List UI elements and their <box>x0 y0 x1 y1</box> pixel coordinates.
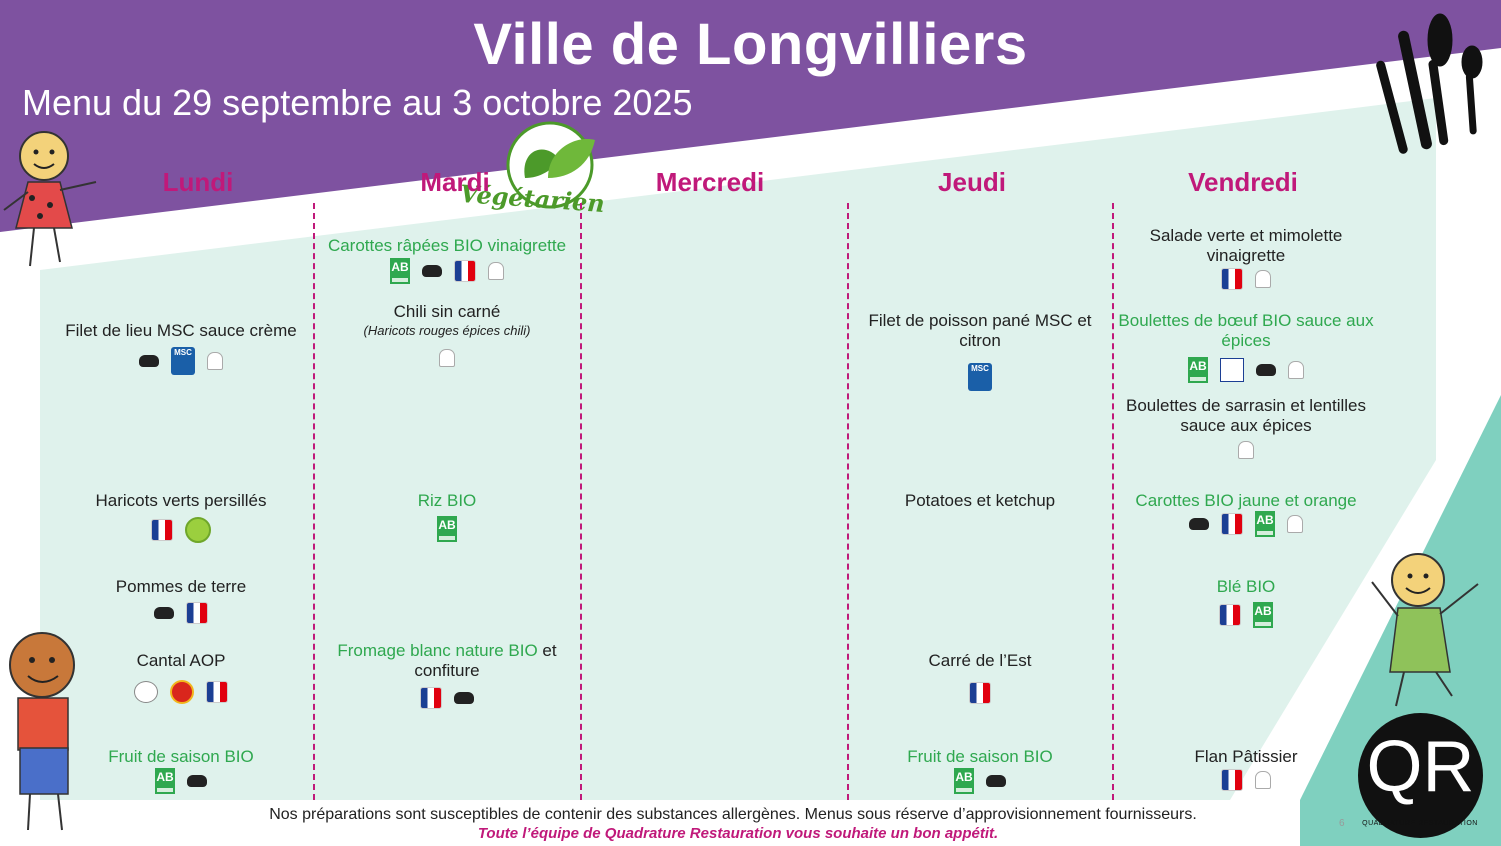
gout-icon <box>187 775 207 787</box>
mardi-entree-labels <box>316 258 578 284</box>
day-header-mardi: Mardi <box>420 167 490 197</box>
page-title: Ville de Longvilliers <box>473 12 1028 77</box>
lundi-dessert-labels <box>50 768 312 794</box>
ab-bio-label-icon: AB <box>954 768 974 794</box>
lundi-feculent-labels <box>50 600 312 626</box>
chef-hat-icon <box>1238 441 1254 459</box>
ab-bio-label-icon: AB <box>155 768 175 794</box>
jeudi-fromage-labels <box>849 680 1111 706</box>
french-flag-icon <box>1221 769 1243 791</box>
french-flag-icon <box>454 260 476 282</box>
ab-bio-label-icon: AB <box>1188 357 1208 383</box>
lundi-dessert: Fruit de saison BIO <box>108 747 254 766</box>
gout-icon <box>422 265 442 277</box>
vendredi-plat-labels <box>1115 357 1377 383</box>
gout-icon <box>454 692 474 704</box>
menu-dates-subtitle: Menu du 29 septembre au 3 octobre 2025 <box>22 82 693 123</box>
day-header-jeudi: Jeudi <box>938 167 1006 197</box>
ab-bio-label-icon: AB <box>437 516 457 542</box>
msc-label-icon: MSC <box>968 363 992 391</box>
lundi-plat-labels <box>50 348 312 374</box>
jeudi-dessert: Fruit de saison BIO <box>907 747 1053 766</box>
chef-hat-icon <box>439 349 455 367</box>
lundi-plat: Filet de lieu MSC sauce crème <box>65 321 297 340</box>
jeudi-fromage: Carré de l’Est <box>928 651 1032 670</box>
bon-appetit-message: Toute l’équipe de Quadrature Restauration vous souhaite un bon appétit. <box>477 825 999 842</box>
ab-bio-label-icon: AB <box>1255 511 1275 537</box>
column-divider <box>1112 203 1114 800</box>
label-rouge-icon <box>1220 358 1244 382</box>
mardi-plat-name: Chili sin carné <box>393 302 501 321</box>
allergen-notice: Nos préparations sont susceptibles de contenir des substances allergènes. Menus sous réserve d’approvisionnement fournisseurs. <box>269 806 1197 823</box>
chef-hat-icon <box>1255 771 1271 789</box>
french-flag-icon <box>186 602 208 624</box>
mardi-dessert-labels <box>316 685 578 711</box>
mardi-plat <box>316 302 578 340</box>
green-label-icon <box>185 517 211 543</box>
ab-bio-label-icon: AB <box>1253 602 1273 628</box>
mardi-dessert-suite: et confiture <box>414 641 557 680</box>
page-number: 6 <box>1339 818 1345 829</box>
vendredi-feculent: Blé BIO <box>1216 577 1276 596</box>
gout-icon <box>1189 518 1209 530</box>
french-flag-icon <box>151 519 173 541</box>
column-divider <box>313 203 315 800</box>
column-divider <box>580 203 582 800</box>
vendredi-feculent-labels <box>1115 602 1377 628</box>
jeudi-plat: Filet de poisson pané MSC et citron <box>868 311 1092 350</box>
day-header-vendredi: Vendredi <box>1188 167 1298 197</box>
vendredi-entree: Salade verte et mimolette vinaigrette <box>1149 226 1343 265</box>
chef-hat-icon <box>1255 270 1271 288</box>
mardi-dessert <box>316 641 578 681</box>
french-flag-icon <box>1219 604 1241 626</box>
chef-hat-icon <box>488 262 504 280</box>
chef-hat-icon <box>1287 515 1303 533</box>
french-flag-icon <box>420 687 442 709</box>
mardi-plat-labels <box>316 345 578 371</box>
vendredi-legume: Carottes BIO jaune et orange <box>1135 491 1357 510</box>
logo-company-name: QUADRATURE RESTAURATION <box>1362 820 1478 827</box>
jeudi-accompagnement: Potatoes et ketchup <box>904 491 1056 510</box>
french-flag-icon <box>1221 268 1243 290</box>
lundi-legume-labels <box>50 517 312 543</box>
lundi-feculent: Pommes de terre <box>115 577 247 596</box>
vendredi-plat-alternatif: Boulettes de sarrasin et lentilles sauce aux épices <box>1125 396 1367 435</box>
logo-letters: QR <box>1366 727 1475 807</box>
aop-label-icon <box>170 680 194 704</box>
gout-icon <box>1256 364 1276 376</box>
mardi-accompagnement: Riz BIO <box>417 491 477 510</box>
french-flag-icon <box>1221 513 1243 535</box>
msc-label-icon: MSC <box>171 347 195 375</box>
mardi-plat-detail: (Haricots rouges épices chili) <box>363 323 531 338</box>
mardi-accompagnement-labels <box>316 516 578 542</box>
ab-bio-label-icon: AB <box>390 258 410 284</box>
lundi-legume: Haricots verts persillés <box>95 491 267 510</box>
mardi-dessert-bio: Fromage blanc nature BIO <box>337 641 538 660</box>
mardi-entree: Carottes râpées BIO vinaigrette <box>327 236 567 255</box>
vendredi-dessert-labels <box>1115 767 1377 793</box>
vegetarian-badge-label: Végétarien <box>459 178 606 219</box>
jeudi-plat-labels <box>849 364 1111 390</box>
lundi-fromage-labels <box>50 679 312 705</box>
vendredi-dessert: Flan Pâtissier <box>1194 747 1298 766</box>
vendredi-plat: Boulettes de bœuf BIO sauce aux épices <box>1118 311 1374 350</box>
day-header-lundi: Lundi <box>162 167 234 197</box>
jeudi-dessert-labels <box>849 768 1111 794</box>
vendredi-plat-alternatif-labels <box>1115 437 1377 463</box>
vendredi-legume-labels <box>1115 511 1377 537</box>
chef-hat-icon <box>1288 361 1304 379</box>
gout-icon <box>139 355 159 367</box>
vendredi-entree-labels <box>1115 266 1377 292</box>
day-header-mercredi: Mercredi <box>655 167 765 197</box>
gout-icon <box>154 607 174 619</box>
french-flag-icon <box>969 682 991 704</box>
lundi-fromage: Cantal AOP <box>136 651 226 670</box>
french-flag-icon <box>206 681 228 703</box>
chef-hat-icon <box>207 352 223 370</box>
gout-icon <box>986 775 1006 787</box>
cheese-label-icon <box>134 681 158 703</box>
